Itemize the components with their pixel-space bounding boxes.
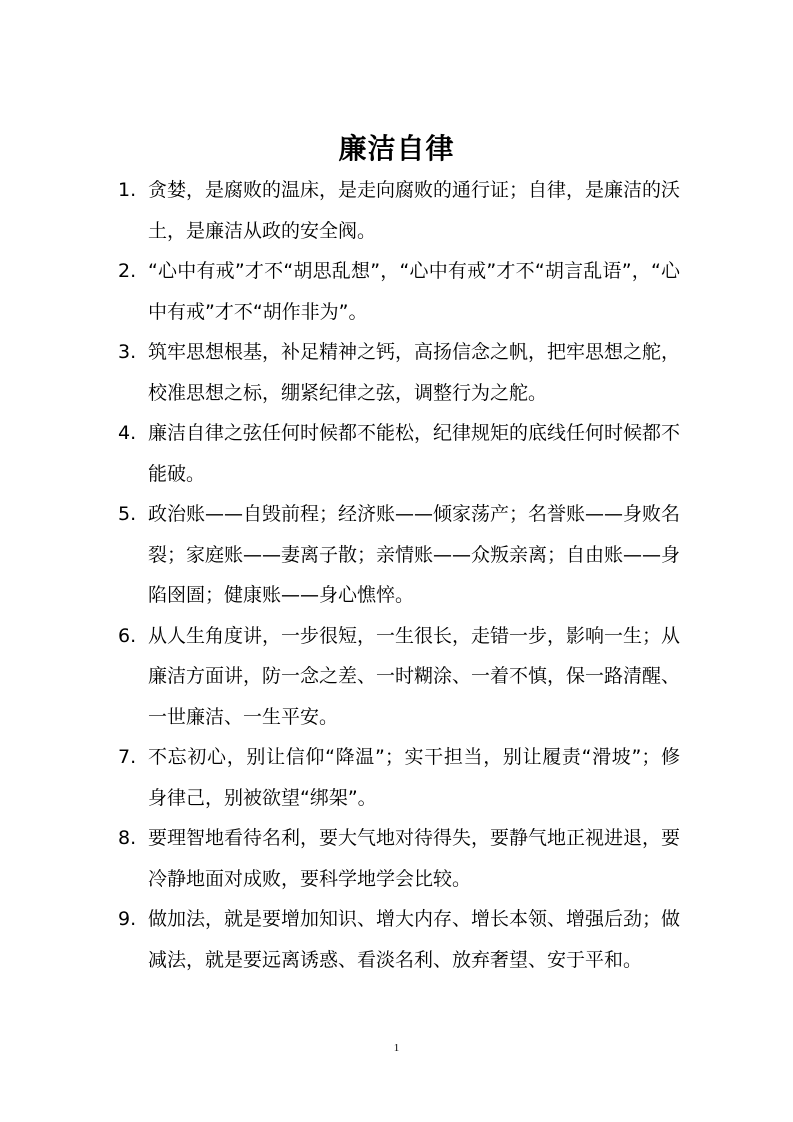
numbered-list	[118, 170, 680, 980]
list-item	[118, 494, 680, 616]
list-item-number: 1.	[118, 179, 137, 201]
list-item	[118, 332, 680, 413]
list-item-number: 3.	[118, 341, 137, 363]
list-item-text: 做加法，就是要增加知识、增大内存、增长本领、增强后劲；做减法，就是要远离诱惑、看淡名利、放弃奢望、安于平和。	[148, 908, 681, 971]
list-item-text: 要理智地看待名利，要大气地对待得失，要静气地正视进退，要冷静地面对成败，要科学地学会比较。	[148, 827, 681, 890]
list-item-number: 6.	[118, 624, 137, 647]
page-number: 1	[393, 1042, 400, 1054]
list-item	[118, 616, 680, 738]
page-title: 廉洁自律	[338, 131, 455, 165]
list-item-number: 9.	[118, 908, 137, 930]
list-item	[118, 170, 680, 251]
list-item-text: 不忘初心，别让信仰“降温”；实干担当，别让履责“滑坡”；修身律己，别被欲望“绑架”。	[148, 746, 680, 809]
list-item	[118, 413, 680, 494]
list-item-text: 贪婪，是腐败的温床，是走向腐败的通行证；自律，是廉洁的沃土，是廉洁从政的安全阀。	[148, 179, 681, 242]
list-item-text: 筑牢思想根基，补足精神之钙，高扬信念之帆，把牢思想之舵，校准思想之标，绷紧纪律之弦，调整行为之舵。	[148, 341, 681, 404]
list-item-number: 8.	[118, 827, 137, 849]
list-item-number: 4.	[118, 422, 137, 444]
list-item	[118, 818, 680, 899]
list-item-number: 7.	[118, 746, 137, 768]
list-item	[118, 899, 680, 980]
list-item	[118, 251, 680, 332]
list-item-text: “心中有戒”才不“胡思乱想”，“心中有戒”才不“胡言乱语”，“心中有戒”才不“胡作非为”。	[148, 260, 680, 323]
list-item-number: 2.	[118, 260, 137, 282]
list-item-number: 5.	[118, 503, 137, 525]
list-item-text: 从人生角度讲，一步很短，一生很长，走错一步，影响一生；从廉洁方面讲，防一念之差、一时糊涂、一着不慎，保一路清醒、一世廉洁、一生平安。	[148, 624, 681, 728]
list-item	[118, 737, 680, 818]
list-item-text: 政治账——自毁前程；经济账——倾家荡产；名誉账——身败名裂；家庭账——妻离子散；亲情账——众叛亲离；自由账——身陷囹圄；健康账——身心憔悴。	[148, 503, 681, 606]
list-item-text: 廉洁自律之弦任何时候都不能松，纪律规矩的底线任何时候都不能破。	[148, 422, 681, 485]
